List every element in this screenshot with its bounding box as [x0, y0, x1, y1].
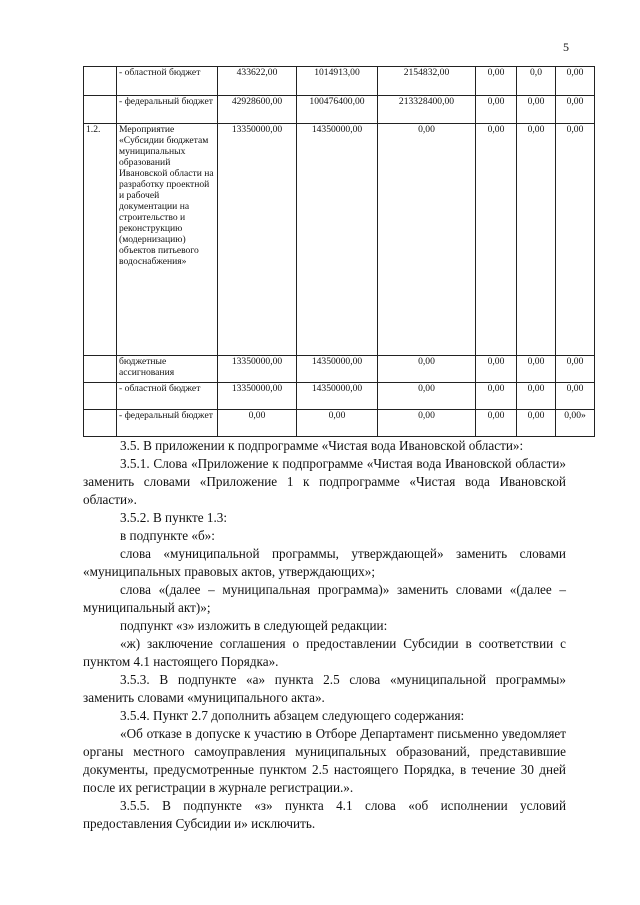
value-cell: 0,00 [476, 96, 517, 124]
value-cell: 0,00 [476, 124, 517, 356]
value-cell: 13350000,00 [218, 356, 297, 383]
value-cell: 0,00 [556, 383, 595, 410]
row-number-cell [84, 356, 117, 383]
table-row [84, 383, 595, 410]
value-cell: 13350000,00 [218, 124, 297, 356]
table-row [84, 67, 595, 96]
value-cell: 14350000,00 [297, 124, 378, 356]
row-label-cell: Мероприятие «Субсидии бюджетам муниципальных образований Ивановской области на разработку проектной и рабочей документации на строительство и реконструкцию (модернизацию) объектов питьевого водоснабжения» [117, 124, 218, 356]
table-row [84, 124, 595, 356]
value-cell: 0,00 [476, 410, 517, 437]
paragraph: 3.5.4. Пункт 2.7 дополнить абзацем следующего содержания: [120, 708, 465, 723]
paragraph: 3.5.1. Слова «Приложение к подпрограмме «Чистая вода Ивановской области» заменить словами «Приложение 1 к подпрограмме «Чистая вода Ивановской области». [83, 456, 566, 507]
value-cell: 0,00 [517, 356, 556, 383]
value-cell: 0,00 [556, 96, 595, 124]
value-cell: 213328400,00 [378, 96, 476, 124]
table-row [84, 356, 595, 383]
value-cell: 42928600,00 [218, 96, 297, 124]
value-cell: 1014913,00 [297, 67, 378, 96]
row-label-cell: - областной бюджет [117, 383, 218, 410]
paragraph: 3.5.2. В пункте 1.3: [120, 510, 228, 525]
value-cell: 0,00 [517, 96, 556, 124]
value-cell: 0,00 [556, 356, 595, 383]
value-cell: 14350000,00 [297, 356, 378, 383]
paragraph: «ж) заключение соглашения о предоставлении Субсидии в соответствии с пунктом 4.1 настоящего Порядка». [83, 636, 566, 669]
row-label-cell: - федеральный бюджет [117, 410, 218, 437]
value-cell: 0,00 [556, 67, 595, 96]
table-row [84, 410, 595, 437]
paragraph: «Об отказе в допуске к участию в Отборе Департамент письменно уведомляет органы местного самоуправления муниципальных образований, представившие документы, предусмотренные пунктом 2.5 настоящего Порядка, в течение 30 дней после их регистрации в журнале регистрации.». [83, 726, 566, 795]
value-cell: 14350000,00 [297, 383, 378, 410]
paragraph: слова «(далее – муниципальная программа)» заменить словами «(далее – муниципальный акт)»; [83, 582, 566, 615]
budget-table [83, 66, 595, 437]
row-label-cell: - федеральный бюджет [117, 96, 218, 124]
value-cell: 0,00 [476, 67, 517, 96]
value-cell: 0,00 [378, 383, 476, 410]
row-number-cell [84, 96, 117, 124]
table-row [84, 96, 595, 124]
paragraph: подпункт «з» изложить в следующей редакции: [120, 618, 388, 633]
row-number-cell [84, 67, 117, 96]
value-cell: 0,00 [218, 410, 297, 437]
value-cell: 0,0 [517, 67, 556, 96]
value-cell: 0,00 [378, 124, 476, 356]
row-label-cell: бюджетные ассигнования [117, 356, 218, 383]
paragraph: в подпункте «б»: [120, 528, 215, 543]
value-cell: 100476400,00 [297, 96, 378, 124]
value-cell: 0,00 [476, 356, 517, 383]
value-cell: 0,00 [517, 124, 556, 356]
value-cell: 0,00 [556, 124, 595, 356]
paragraph: 3.5. В приложении к подпрограмме «Чистая вода Ивановской области»: [120, 438, 524, 453]
document-body [83, 437, 566, 833]
value-cell: 0,00» [556, 410, 595, 437]
row-number-cell [84, 410, 117, 437]
value-cell: 0,00 [297, 410, 378, 437]
row-label-cell: - областной бюджет [117, 67, 218, 96]
row-number-cell: 1.2. [84, 124, 117, 356]
value-cell: 2154832,00 [378, 67, 476, 96]
value-cell: 433622,00 [218, 67, 297, 96]
paragraph: 3.5.5. В подпункте «з» пункта 4.1 слова «об исполнении условий предоставления Субсидии и» исключить. [83, 798, 566, 831]
value-cell: 0,00 [378, 356, 476, 383]
paragraph: слова «муниципальной программы, утверждающей» заменить словами «муниципальных правовых актов, утверждающих»; [83, 546, 566, 579]
value-cell: 0,00 [517, 410, 556, 437]
value-cell: 0,00 [517, 383, 556, 410]
value-cell: 0,00 [378, 410, 476, 437]
value-cell: 0,00 [476, 383, 517, 410]
value-cell: 13350000,00 [218, 383, 297, 410]
row-number-cell [84, 383, 117, 410]
paragraph: 3.5.3. В подпункте «а» пункта 2.5 слова «муниципальной программы» заменить словами «муниципального акта». [83, 672, 566, 705]
page-number: 5 [563, 40, 569, 54]
